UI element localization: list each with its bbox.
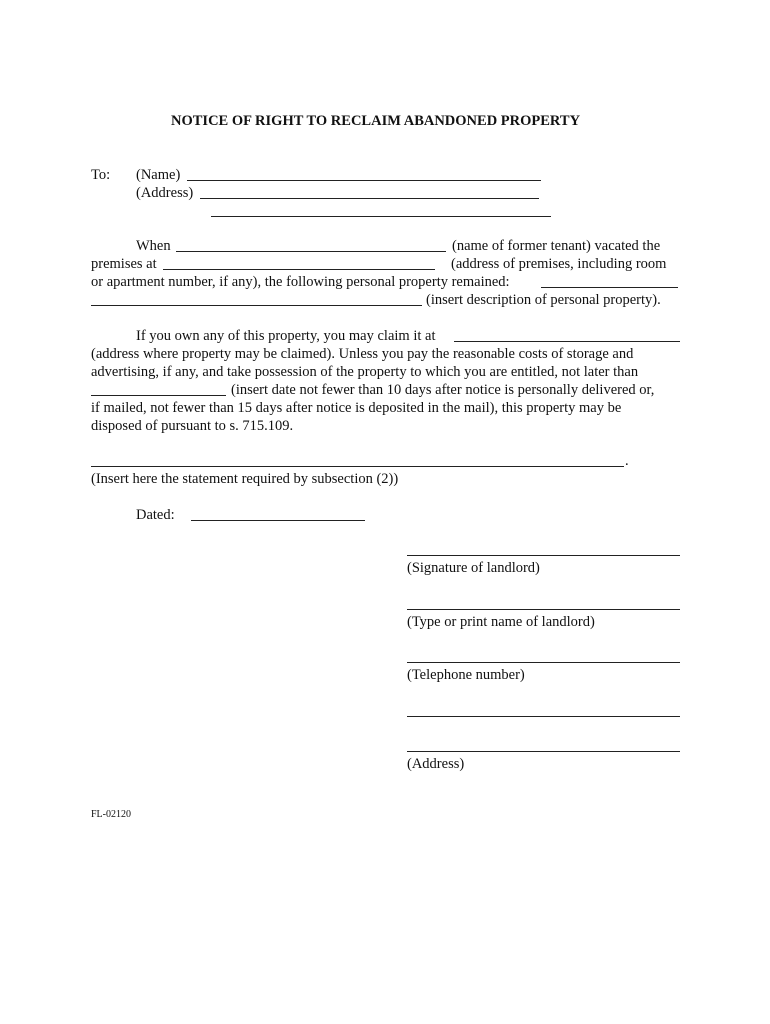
former-tenant-field-line[interactable] [176, 251, 446, 252]
property-desc-field-line-a[interactable] [541, 287, 678, 288]
form-code: FL-02120 [91, 809, 131, 820]
dated-field-line[interactable] [191, 520, 365, 521]
statement-field-line[interactable] [91, 466, 624, 467]
statement-label: (Insert here the statement required by subsection (2)) [91, 471, 399, 487]
dated-label: Dated: [136, 507, 175, 523]
para2-line5-text: if mailed, not fewer than 15 days after notice is deposited in the mail), this property may be [91, 400, 622, 416]
para2-line4-text: (insert date not fewer than 10 days after notice is personally delivered or, [231, 382, 655, 398]
desc-suffix-text: (insert description of personal property). [426, 292, 661, 308]
property-desc-field-line-b[interactable] [91, 305, 422, 306]
para2-line3-text: advertising, if any, and take possession of the property to which you are entitled, not later than [91, 364, 639, 380]
when-label: When [136, 238, 171, 254]
to-label: To: [91, 167, 111, 183]
landlord-address-field-line-1[interactable] [407, 716, 680, 717]
address-label: (Address) [136, 185, 194, 201]
address-suffix-text: (address of premises, including room [451, 256, 667, 272]
claim-address-field-line[interactable] [454, 341, 680, 342]
para2-line2-text: (address where property may be claimed). Unless you pay the reasonable costs of storage and [91, 346, 634, 362]
address-field-line[interactable] [200, 198, 539, 199]
print-name-field-line[interactable] [407, 609, 680, 610]
signature-label: (Signature of landlord) [407, 560, 540, 576]
para1-line3-text: or apartment number, if any), the following personal property remained: [91, 274, 510, 290]
claim-date-field-line[interactable] [91, 395, 226, 396]
para2-line1-text: If you own any of this property, you may claim it at [136, 328, 436, 344]
document-title: NOTICE OF RIGHT TO RECLAIM ABANDONED PROPERTY [171, 113, 581, 129]
print-name-label: (Type or print name of landlord) [407, 614, 595, 630]
statement-period: . [625, 453, 629, 469]
tenant-suffix-text: (name of former tenant) vacated the [452, 238, 661, 254]
telephone-label: (Telephone number) [407, 667, 525, 683]
landlord-address-label: (Address) [407, 756, 465, 772]
landlord-address-field-line-2[interactable] [407, 751, 680, 752]
name-label: (Name) [136, 167, 181, 183]
name-field-line[interactable] [187, 180, 541, 181]
premises-address-field-line[interactable] [163, 269, 435, 270]
para2-line6-text: disposed of pursuant to s. 715.109. [91, 418, 294, 434]
address-line2-field-line[interactable] [211, 216, 551, 217]
premises-at-text: premises at [91, 256, 157, 272]
telephone-field-line[interactable] [407, 662, 680, 663]
signature-field-line[interactable] [407, 555, 680, 556]
